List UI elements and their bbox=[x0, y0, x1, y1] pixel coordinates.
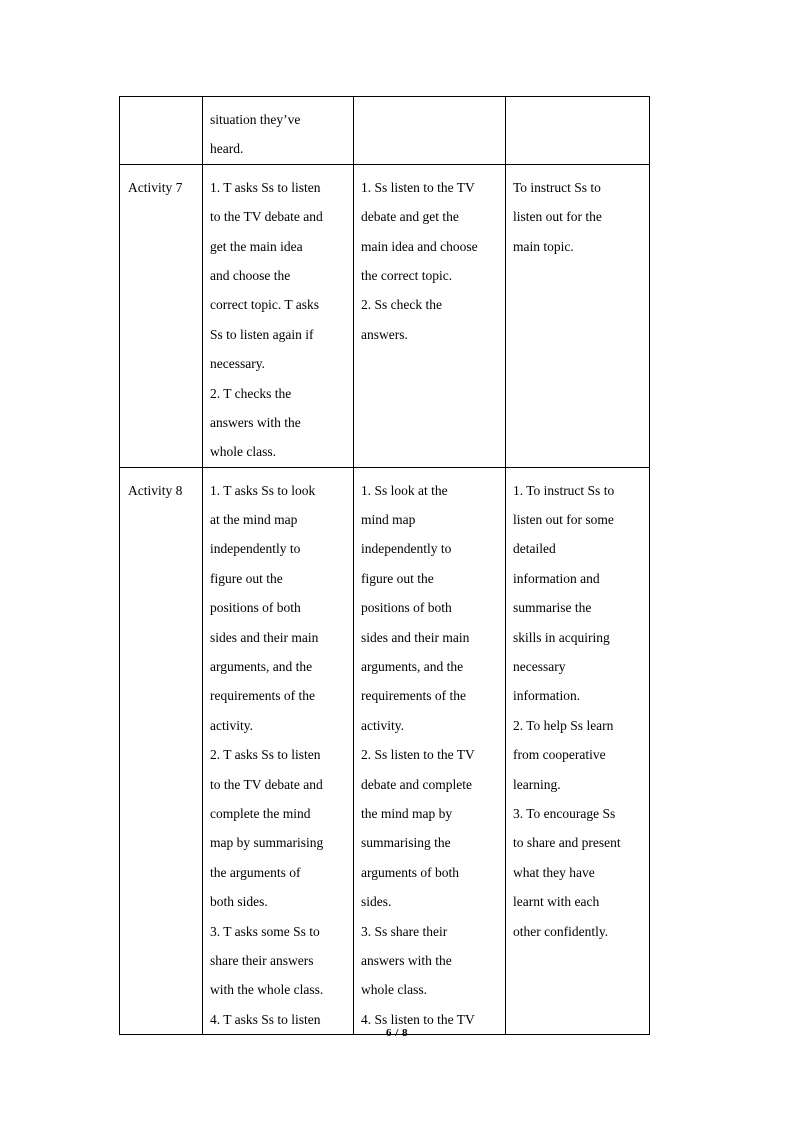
text-line: whole class. bbox=[210, 444, 276, 460]
text-line: answers with the bbox=[361, 952, 452, 968]
teacher-activity-cell bbox=[203, 97, 354, 165]
text-line: 3. Ss share their bbox=[361, 923, 448, 939]
text-line: 2. Ss check the bbox=[361, 297, 442, 313]
text-line: from cooperative bbox=[513, 747, 606, 763]
text-line: To instruct Ss to bbox=[513, 179, 601, 195]
teacher-activity-cell bbox=[203, 164, 354, 467]
text-line: debate and complete bbox=[361, 776, 472, 792]
text-line: 2. T checks the bbox=[210, 385, 292, 401]
text-line: 4. T asks Ss to listen bbox=[210, 1011, 321, 1027]
text-line: to the TV debate and bbox=[210, 776, 323, 792]
text-line: get the main idea bbox=[210, 238, 303, 254]
text-line: learning. bbox=[513, 776, 561, 792]
text-line: other confidently. bbox=[513, 923, 609, 939]
text-line: 1. T asks Ss to listen bbox=[210, 179, 321, 195]
text-line: to the TV debate and bbox=[210, 209, 323, 225]
text-line: mind map bbox=[361, 512, 416, 528]
purpose-cell bbox=[506, 467, 650, 1034]
text-line: 1. Ss look at the bbox=[361, 482, 448, 498]
text-line: to share and present bbox=[513, 835, 621, 851]
activity-label: Activity 7 bbox=[128, 179, 183, 195]
text-line: sides and their main bbox=[361, 629, 470, 645]
table-row bbox=[120, 164, 650, 467]
text-line: requirements of the bbox=[361, 688, 466, 704]
text-line: main topic. bbox=[513, 238, 574, 254]
text-line: listen out for some bbox=[513, 512, 614, 528]
text-line: skills in acquiring bbox=[513, 629, 610, 645]
text-line: summarising the bbox=[361, 835, 451, 851]
text-line: independently to bbox=[210, 541, 301, 557]
text-line: 2. Ss listen to the TV bbox=[361, 747, 475, 763]
text-line: detailed bbox=[513, 541, 556, 557]
table-row bbox=[120, 467, 650, 1034]
text-line: situation they’ve bbox=[210, 112, 301, 127]
page-number: 6 / 8 bbox=[385, 1027, 409, 1039]
text-line: the correct topic. bbox=[361, 267, 453, 283]
text-line: figure out the bbox=[210, 570, 283, 586]
text-line: positions of both bbox=[361, 600, 452, 616]
purpose-cell bbox=[506, 164, 650, 467]
student-activity-cell bbox=[354, 467, 506, 1034]
text-line: the mind map by bbox=[361, 805, 453, 821]
student-activity-cell bbox=[354, 97, 506, 165]
text-line: share their answers bbox=[210, 952, 314, 968]
text-line: sides and their main bbox=[210, 629, 319, 645]
text-line: 2. T asks Ss to listen bbox=[210, 747, 321, 763]
activity-label-cell bbox=[120, 467, 203, 1034]
text-line: 2. To help Ss learn bbox=[513, 717, 614, 733]
text-line: correct topic. T asks bbox=[210, 297, 319, 313]
text-line: Ss to listen again if bbox=[210, 326, 314, 342]
text-line: debate and get the bbox=[361, 209, 459, 225]
text-line: heard. bbox=[210, 141, 244, 157]
text-line: listen out for the bbox=[513, 209, 602, 225]
activity-label-cell bbox=[120, 97, 203, 165]
activity-label-cell bbox=[120, 164, 203, 467]
text-line: information and bbox=[513, 570, 600, 586]
activity-label: Activity 8 bbox=[128, 482, 183, 498]
text-line: necessary bbox=[513, 659, 566, 675]
student-activity-cell bbox=[354, 164, 506, 467]
text-line: 1. Ss listen to the TV bbox=[361, 179, 475, 195]
text-line: answers. bbox=[361, 326, 408, 342]
text-line: information. bbox=[513, 688, 581, 704]
table-row bbox=[120, 97, 650, 165]
text-line: independently to bbox=[361, 541, 452, 557]
text-line: summarise the bbox=[513, 600, 592, 616]
text-line: what they have bbox=[513, 864, 595, 880]
text-line: with the whole class. bbox=[210, 982, 324, 998]
purpose-cell bbox=[506, 97, 650, 165]
text-line: requirements of the bbox=[210, 688, 315, 704]
text-line: main idea and choose bbox=[361, 238, 478, 254]
text-line: necessary. bbox=[210, 356, 265, 372]
text-line: arguments, and the bbox=[361, 659, 464, 675]
teacher-activity-cell bbox=[203, 467, 354, 1034]
text-line: complete the mind bbox=[210, 805, 311, 821]
text-line: figure out the bbox=[361, 570, 434, 586]
text-line: arguments of both bbox=[361, 864, 459, 880]
text-line: at the mind map bbox=[210, 512, 298, 528]
text-line: both sides. bbox=[210, 894, 268, 910]
text-line: 4. Ss listen to the TV bbox=[361, 1011, 475, 1027]
text-line: map by summarising bbox=[210, 835, 324, 851]
text-line: positions of both bbox=[210, 600, 301, 616]
text-line: 1. To instruct Ss to bbox=[513, 482, 615, 498]
text-line: sides. bbox=[361, 894, 392, 910]
text-line: 3. T asks some Ss to bbox=[210, 923, 320, 939]
text-line: whole class. bbox=[361, 982, 427, 998]
text-line: activity. bbox=[361, 717, 404, 733]
text-line: 1. T asks Ss to look bbox=[210, 482, 316, 498]
text-line: and choose the bbox=[210, 267, 291, 283]
text-line: the arguments of bbox=[210, 864, 301, 880]
lesson-plan-table bbox=[119, 96, 650, 1035]
text-line: answers with the bbox=[210, 414, 301, 430]
text-line: activity. bbox=[210, 717, 253, 733]
text-line: learnt with each bbox=[513, 894, 600, 910]
text-line: 3. To encourage Ss bbox=[513, 805, 616, 821]
text-line: arguments, and the bbox=[210, 659, 313, 675]
